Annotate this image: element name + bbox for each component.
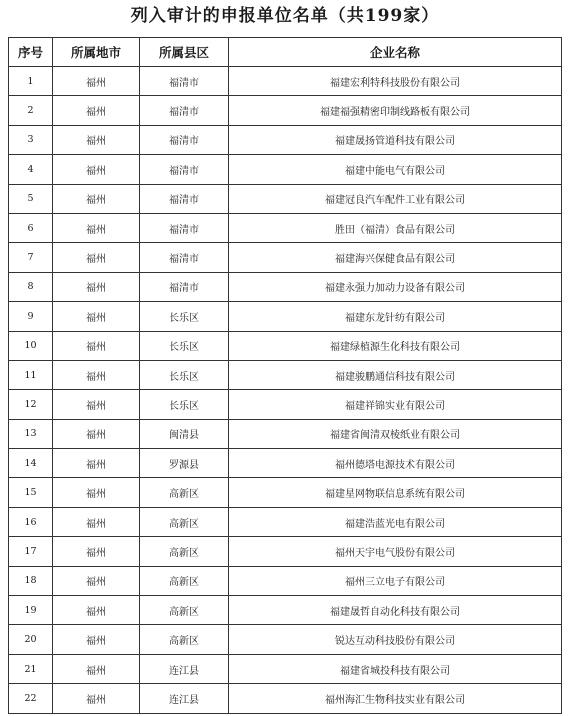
row-number: 7 [9,243,53,272]
row-number: 4 [9,155,53,184]
table-row [9,96,562,125]
row-number: 1 [9,67,53,96]
row-company: 福建海兴保健食品有限公司 [229,243,562,272]
table-row [9,419,562,448]
row-number: 15 [9,478,53,507]
row-district: 长乐区 [140,302,229,331]
row-company: 福建冠良汽车配件工业有限公司 [229,184,562,213]
row-city: 福州 [53,419,140,448]
row-company: 福建福强精密印制线路板有限公司 [229,96,562,125]
table-row [9,478,562,507]
table-row [9,360,562,389]
row-district: 长乐区 [140,331,229,360]
table-row [9,596,562,625]
table-row [9,331,562,360]
row-number: 6 [9,213,53,242]
document-title: 列入审计的申报单位名单（共199家） [130,6,440,26]
row-city: 福州 [53,184,140,213]
row-number: 11 [9,360,53,389]
table-row [9,125,562,154]
row-company: 福州海汇生物科技实业有限公司 [229,684,562,713]
row-city: 福州 [53,243,140,272]
row-city: 福州 [53,96,140,125]
row-city: 福州 [53,537,140,566]
row-district: 高新区 [140,566,229,595]
row-district: 罗源县 [140,449,229,478]
table-row [9,449,562,478]
row-number: 12 [9,390,53,419]
row-number: 10 [9,331,53,360]
table-row [9,390,562,419]
row-number: 2 [9,96,53,125]
table-row [9,272,562,301]
row-city: 福州 [53,449,140,478]
row-district: 高新区 [140,507,229,536]
row-company: 福州三立电子有限公司 [229,566,562,595]
row-company: 福建晟哲自动化科技有限公司 [229,596,562,625]
row-district: 福清市 [140,243,229,272]
table-row [9,654,562,683]
row-city: 福州 [53,331,140,360]
header-city: 所属地市 [53,38,140,67]
row-company: 福建宏利特科技股份有限公司 [229,67,562,96]
applicant-table [8,37,562,714]
row-city: 福州 [53,67,140,96]
table-body [9,67,562,714]
table-row [9,566,562,595]
row-number: 8 [9,272,53,301]
row-city: 福州 [53,507,140,536]
row-district: 高新区 [140,478,229,507]
row-city: 福州 [53,478,140,507]
row-number: 5 [9,184,53,213]
row-city: 福州 [53,155,140,184]
row-company: 福建省闽清双棱纸业有限公司 [229,419,562,448]
row-city: 福州 [53,125,140,154]
row-company: 锐达互动科技股份有限公司 [229,625,562,654]
table-row [9,507,562,536]
row-district: 高新区 [140,625,229,654]
row-number: 18 [9,566,53,595]
table-header-row [9,38,562,67]
header-district: 所属县区 [140,38,229,67]
row-city: 福州 [53,390,140,419]
row-company: 福建骏鹏通信科技有限公司 [229,360,562,389]
row-company: 福建中能电气有限公司 [229,155,562,184]
row-number: 14 [9,449,53,478]
row-district: 福清市 [140,213,229,242]
row-company: 胜田（福清）食品有限公司 [229,213,562,242]
row-company: 福建东龙针纺有限公司 [229,302,562,331]
row-number: 20 [9,625,53,654]
header-company: 企业名称 [229,38,562,67]
row-company: 福建永强力加动力设备有限公司 [229,272,562,301]
row-district: 福清市 [140,96,229,125]
row-city: 福州 [53,360,140,389]
row-district: 连江县 [140,654,229,683]
table-row [9,684,562,713]
row-district: 长乐区 [140,360,229,389]
row-city: 福州 [53,596,140,625]
row-city: 福州 [53,684,140,713]
row-company: 福建星网物联信息系统有限公司 [229,478,562,507]
row-number: 16 [9,507,53,536]
table-row [9,184,562,213]
row-city: 福州 [53,213,140,242]
table-row [9,67,562,96]
header-no: 序号 [9,38,53,67]
row-district: 连江县 [140,684,229,713]
row-number: 3 [9,125,53,154]
row-district: 福清市 [140,67,229,96]
table-row [9,155,562,184]
table-row [9,537,562,566]
row-city: 福州 [53,566,140,595]
row-city: 福州 [53,272,140,301]
row-district: 高新区 [140,596,229,625]
row-company: 福州德塔电源技术有限公司 [229,449,562,478]
row-company: 福建祥锦实业有限公司 [229,390,562,419]
row-district: 福清市 [140,155,229,184]
row-city: 福州 [53,302,140,331]
row-district: 闽清县 [140,419,229,448]
row-district: 长乐区 [140,390,229,419]
table-row [9,302,562,331]
row-city: 福州 [53,654,140,683]
row-city: 福州 [53,625,140,654]
row-number: 13 [9,419,53,448]
table-row [9,625,562,654]
row-number: 22 [9,684,53,713]
row-company: 福建晟扬管道科技有限公司 [229,125,562,154]
row-company: 福建省城投科技有限公司 [229,654,562,683]
row-number: 21 [9,654,53,683]
row-company: 福建浩蓝光电有限公司 [229,507,562,536]
row-number: 9 [9,302,53,331]
table-row [9,243,562,272]
row-district: 福清市 [140,184,229,213]
row-district: 福清市 [140,272,229,301]
table-row [9,213,562,242]
row-district: 高新区 [140,537,229,566]
row-number: 17 [9,537,53,566]
row-district: 福清市 [140,125,229,154]
row-company: 福州天宇电气股份有限公司 [229,537,562,566]
row-number: 19 [9,596,53,625]
row-company: 福建绿植源生化科技有限公司 [229,331,562,360]
